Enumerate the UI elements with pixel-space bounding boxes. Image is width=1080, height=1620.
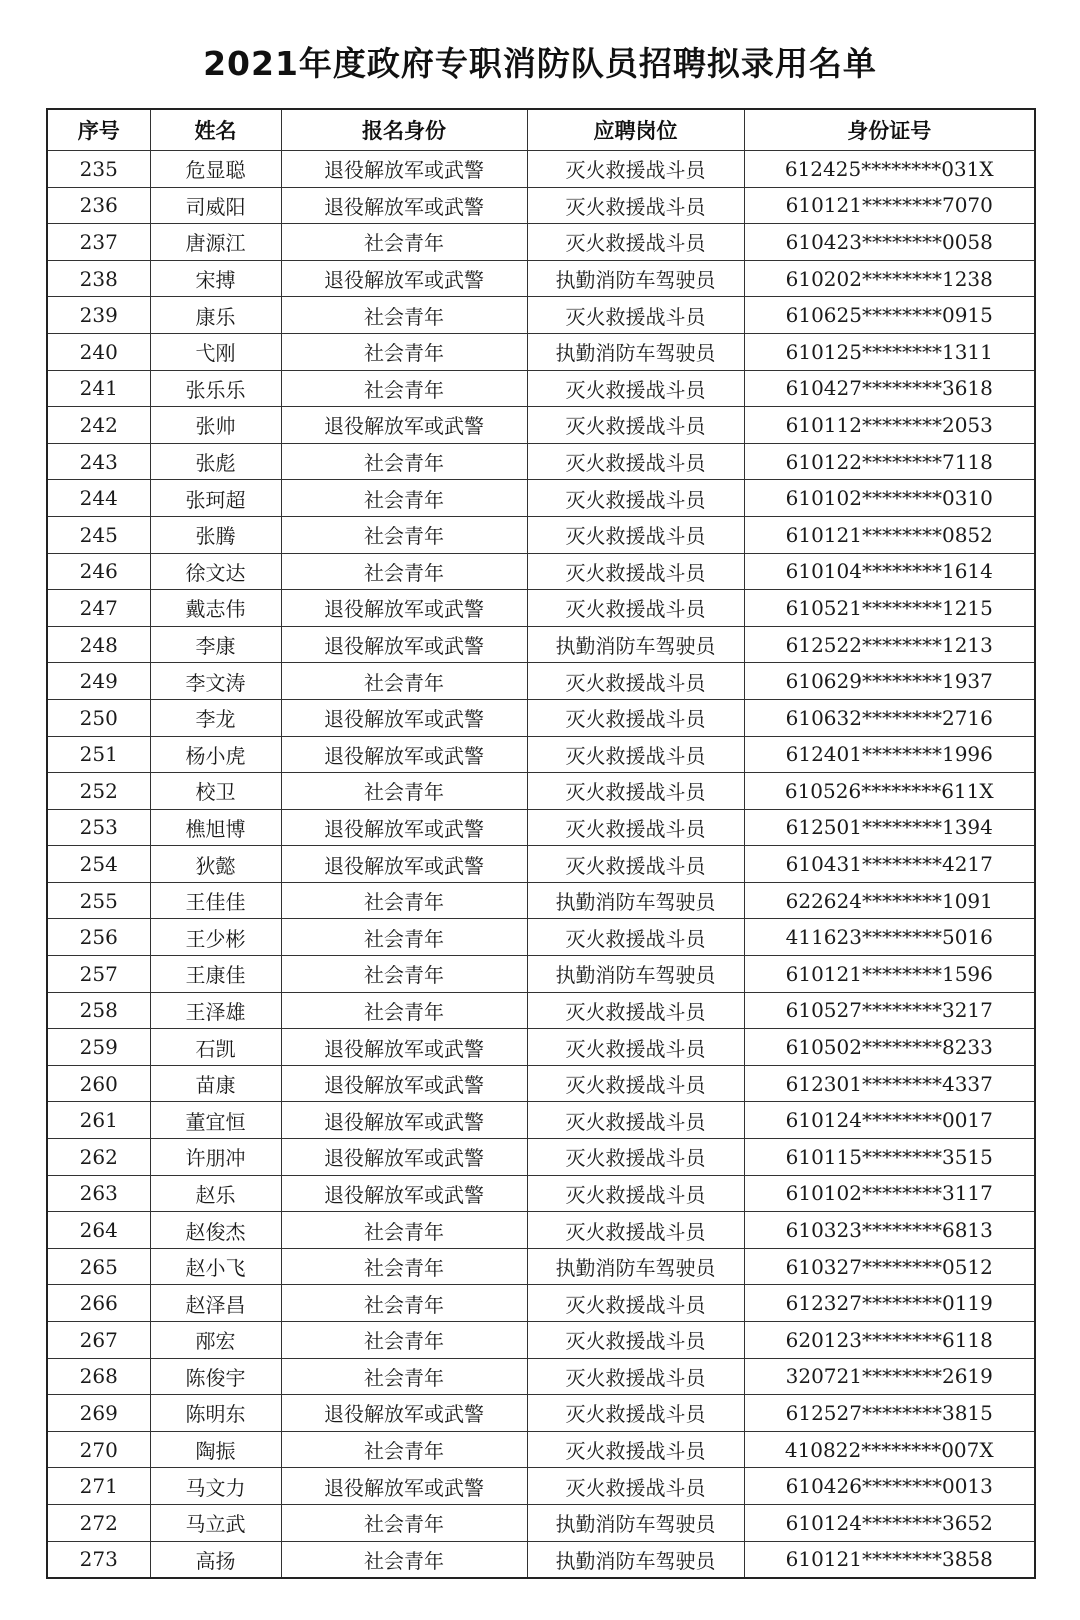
cell-applicant-type: 社会青年 — [281, 773, 527, 810]
cell-id-number: 610625********0915 — [744, 297, 1035, 334]
table-row — [47, 260, 1035, 297]
cell-position: 灭火救援战斗员 — [527, 1468, 744, 1505]
cell-position: 执勤消防车驾驶员 — [527, 260, 744, 297]
table-row — [47, 1395, 1035, 1432]
table-row — [47, 1504, 1035, 1541]
cell-id-number: 610629********1937 — [744, 663, 1035, 700]
cell-position: 灭火救援战斗员 — [527, 1065, 744, 1102]
cell-name: 李文涛 — [150, 663, 281, 700]
cell-position: 灭火救援战斗员 — [527, 516, 744, 553]
cell-name: 王少彬 — [150, 919, 281, 956]
cell-applicant-type: 社会青年 — [281, 480, 527, 517]
cell-serial: 246 — [47, 553, 150, 590]
cell-applicant-type: 社会青年 — [281, 553, 527, 590]
cell-serial: 239 — [47, 297, 150, 334]
cell-position: 执勤消防车驾驶员 — [527, 882, 744, 919]
cell-position: 灭火救援战斗员 — [527, 590, 744, 627]
cell-id-number: 610323********6813 — [744, 1212, 1035, 1249]
cell-applicant-type: 社会青年 — [281, 1322, 527, 1359]
cell-position: 灭火救援战斗员 — [527, 1285, 744, 1322]
cell-applicant-type: 退役解放军或武警 — [281, 260, 527, 297]
cell-position: 灭火救援战斗员 — [527, 773, 744, 810]
cell-id-number: 610423********0058 — [744, 224, 1035, 261]
table-row — [47, 773, 1035, 810]
cell-serial: 265 — [47, 1248, 150, 1285]
table-row — [47, 626, 1035, 663]
cell-applicant-type: 退役解放军或武警 — [281, 846, 527, 883]
cell-serial: 257 — [47, 956, 150, 993]
cell-applicant-type: 退役解放军或武警 — [281, 590, 527, 627]
cell-applicant-type: 退役解放军或武警 — [281, 1029, 527, 1066]
cell-position: 灭火救援战斗员 — [527, 480, 744, 517]
table-row — [47, 480, 1035, 517]
cell-serial: 255 — [47, 882, 150, 919]
header-id-number: 身份证号 — [744, 109, 1035, 151]
cell-name: 张腾 — [150, 516, 281, 553]
table-row — [47, 1358, 1035, 1395]
cell-serial: 243 — [47, 443, 150, 480]
cell-applicant-type: 社会青年 — [281, 956, 527, 993]
cell-id-number: 612327********0119 — [744, 1285, 1035, 1322]
table-row — [47, 736, 1035, 773]
cell-position: 执勤消防车驾驶员 — [527, 1248, 744, 1285]
table-row — [47, 1175, 1035, 1212]
cell-position: 灭火救援战斗员 — [527, 151, 744, 188]
cell-applicant-type: 退役解放军或武警 — [281, 809, 527, 846]
cell-id-number: 610121********0852 — [744, 516, 1035, 553]
cell-serial: 256 — [47, 919, 150, 956]
cell-name: 徐文达 — [150, 553, 281, 590]
cell-applicant-type: 社会青年 — [281, 882, 527, 919]
table-row — [47, 956, 1035, 993]
cell-name: 董宜恒 — [150, 1102, 281, 1139]
cell-name: 苗康 — [150, 1065, 281, 1102]
cell-position: 灭火救援战斗员 — [527, 846, 744, 883]
cell-name: 石凯 — [150, 1029, 281, 1066]
cell-applicant-type: 社会青年 — [281, 370, 527, 407]
table-row — [47, 882, 1035, 919]
cell-id-number: 612522********1213 — [744, 626, 1035, 663]
table-body — [47, 151, 1035, 1579]
table-row — [47, 699, 1035, 736]
cell-serial: 253 — [47, 809, 150, 846]
cell-name: 张乐乐 — [150, 370, 281, 407]
cell-applicant-type: 社会青年 — [281, 1248, 527, 1285]
cell-id-number: 610104********1614 — [744, 553, 1035, 590]
document-title: 2021年度政府专职消防队员招聘拟录用名单 — [203, 44, 877, 83]
cell-serial: 271 — [47, 1468, 150, 1505]
cell-position: 灭火救援战斗员 — [527, 443, 744, 480]
cell-name: 陈俊宇 — [150, 1358, 281, 1395]
table-row — [47, 151, 1035, 188]
cell-name: 陶振 — [150, 1431, 281, 1468]
cell-applicant-type: 社会青年 — [281, 224, 527, 261]
cell-serial: 268 — [47, 1358, 150, 1395]
cell-name: 王佳佳 — [150, 882, 281, 919]
cell-serial: 236 — [47, 187, 150, 224]
cell-name: 邴宏 — [150, 1322, 281, 1359]
cell-applicant-type: 退役解放军或武警 — [281, 626, 527, 663]
cell-serial: 252 — [47, 773, 150, 810]
header-row — [47, 109, 1035, 151]
table-row — [47, 516, 1035, 553]
cell-position: 执勤消防车驾驶员 — [527, 626, 744, 663]
cell-serial: 260 — [47, 1065, 150, 1102]
cell-id-number: 320721********2619 — [744, 1358, 1035, 1395]
cell-applicant-type: 退役解放军或武警 — [281, 151, 527, 188]
cell-id-number: 610426********0013 — [744, 1468, 1035, 1505]
cell-position: 灭火救援战斗员 — [527, 1395, 744, 1432]
cell-position: 灭火救援战斗员 — [527, 407, 744, 444]
table-row — [47, 1065, 1035, 1102]
cell-position: 灭火救援战斗员 — [527, 187, 744, 224]
cell-position: 灭火救援战斗员 — [527, 1175, 744, 1212]
cell-applicant-type: 退役解放军或武警 — [281, 1175, 527, 1212]
table-row — [47, 370, 1035, 407]
cell-id-number: 610526********611X — [744, 773, 1035, 810]
cell-id-number: 410822********007X — [744, 1431, 1035, 1468]
cell-id-number: 612527********3815 — [744, 1395, 1035, 1432]
table-row — [47, 663, 1035, 700]
cell-id-number: 610327********0512 — [744, 1248, 1035, 1285]
cell-serial: 249 — [47, 663, 150, 700]
cell-position: 灭火救援战斗员 — [527, 919, 744, 956]
cell-name: 马立武 — [150, 1504, 281, 1541]
cell-position: 灭火救援战斗员 — [527, 1358, 744, 1395]
cell-name: 戴志伟 — [150, 590, 281, 627]
header-serial: 序号 — [47, 109, 150, 151]
cell-id-number: 610102********0310 — [744, 480, 1035, 517]
cell-applicant-type: 社会青年 — [281, 1212, 527, 1249]
cell-serial: 235 — [47, 151, 150, 188]
cell-position: 灭火救援战斗员 — [527, 699, 744, 736]
cell-id-number: 610632********2716 — [744, 699, 1035, 736]
cell-position: 灭火救援战斗员 — [527, 663, 744, 700]
table-row — [47, 224, 1035, 261]
cell-id-number: 612501********1394 — [744, 809, 1035, 846]
cell-name: 司威阳 — [150, 187, 281, 224]
cell-serial: 244 — [47, 480, 150, 517]
cell-id-number: 610125********1311 — [744, 333, 1035, 370]
cell-serial: 240 — [47, 333, 150, 370]
cell-serial: 262 — [47, 1139, 150, 1176]
cell-name: 赵乐 — [150, 1175, 281, 1212]
table-row — [47, 992, 1035, 1029]
cell-id-number: 610121********7070 — [744, 187, 1035, 224]
cell-serial: 272 — [47, 1504, 150, 1541]
cell-name: 张彪 — [150, 443, 281, 480]
header-position: 应聘岗位 — [527, 109, 744, 151]
cell-serial: 261 — [47, 1102, 150, 1139]
cell-serial: 258 — [47, 992, 150, 1029]
table-row — [47, 1248, 1035, 1285]
cell-serial: 259 — [47, 1029, 150, 1066]
cell-name: 赵泽昌 — [150, 1285, 281, 1322]
cell-applicant-type: 社会青年 — [281, 1541, 527, 1578]
cell-serial: 242 — [47, 407, 150, 444]
cell-serial: 247 — [47, 590, 150, 627]
cell-name: 康乐 — [150, 297, 281, 334]
cell-applicant-type: 退役解放军或武警 — [281, 1139, 527, 1176]
table-row — [47, 1212, 1035, 1249]
cell-id-number: 610521********1215 — [744, 590, 1035, 627]
cell-id-number: 610502********8233 — [744, 1029, 1035, 1066]
cell-position: 灭火救援战斗员 — [527, 370, 744, 407]
table-row — [47, 1468, 1035, 1505]
cell-applicant-type: 社会青年 — [281, 1285, 527, 1322]
cell-applicant-type: 社会青年 — [281, 333, 527, 370]
cell-position: 灭火救援战斗员 — [527, 809, 744, 846]
cell-position: 灭火救援战斗员 — [527, 1139, 744, 1176]
cell-name: 宋搏 — [150, 260, 281, 297]
cell-name: 赵俊杰 — [150, 1212, 281, 1249]
table-row — [47, 1431, 1035, 1468]
table-row — [47, 297, 1035, 334]
cell-name: 危显聪 — [150, 151, 281, 188]
roster-table — [46, 108, 1036, 1579]
cell-applicant-type: 社会青年 — [281, 1431, 527, 1468]
cell-name: 杨小虎 — [150, 736, 281, 773]
cell-serial: 266 — [47, 1285, 150, 1322]
cell-name: 赵小飞 — [150, 1248, 281, 1285]
cell-id-number: 610115********3515 — [744, 1139, 1035, 1176]
cell-name: 弋刚 — [150, 333, 281, 370]
cell-name: 校卫 — [150, 773, 281, 810]
table-row — [47, 1029, 1035, 1066]
cell-position: 灭火救援战斗员 — [527, 1102, 744, 1139]
cell-serial: 270 — [47, 1431, 150, 1468]
table-row — [47, 809, 1035, 846]
cell-applicant-type: 退役解放军或武警 — [281, 187, 527, 224]
cell-position: 执勤消防车驾驶员 — [527, 1504, 744, 1541]
cell-serial: 273 — [47, 1541, 150, 1578]
cell-id-number: 610121********3858 — [744, 1541, 1035, 1578]
cell-id-number: 612401********1996 — [744, 736, 1035, 773]
cell-position: 灭火救援战斗员 — [527, 297, 744, 334]
cell-serial: 251 — [47, 736, 150, 773]
table-row — [47, 1285, 1035, 1322]
cell-name: 王康佳 — [150, 956, 281, 993]
cell-serial: 254 — [47, 846, 150, 883]
table-row — [47, 333, 1035, 370]
cell-applicant-type: 社会青年 — [281, 443, 527, 480]
cell-id-number: 610122********7118 — [744, 443, 1035, 480]
table-row — [47, 919, 1035, 956]
cell-applicant-type: 退役解放军或武警 — [281, 1065, 527, 1102]
cell-id-number: 610124********0017 — [744, 1102, 1035, 1139]
cell-id-number: 620123********6118 — [744, 1322, 1035, 1359]
table-row — [47, 443, 1035, 480]
cell-serial: 263 — [47, 1175, 150, 1212]
cell-position: 灭火救援战斗员 — [527, 553, 744, 590]
cell-position: 灭火救援战斗员 — [527, 224, 744, 261]
cell-applicant-type: 退役解放军或武警 — [281, 736, 527, 773]
table-row — [47, 1102, 1035, 1139]
cell-id-number: 610112********2053 — [744, 407, 1035, 444]
cell-position: 灭火救援战斗员 — [527, 992, 744, 1029]
cell-position: 执勤消防车驾驶员 — [527, 1541, 744, 1578]
table-row — [47, 590, 1035, 627]
cell-serial: 237 — [47, 224, 150, 261]
cell-applicant-type: 退役解放军或武警 — [281, 699, 527, 736]
cell-applicant-type: 社会青年 — [281, 297, 527, 334]
cell-position: 执勤消防车驾驶员 — [527, 333, 744, 370]
cell-id-number: 610431********4217 — [744, 846, 1035, 883]
cell-name: 张珂超 — [150, 480, 281, 517]
cell-name: 王泽雄 — [150, 992, 281, 1029]
cell-id-number: 610102********3117 — [744, 1175, 1035, 1212]
table-row — [47, 187, 1035, 224]
cell-position: 灭火救援战斗员 — [527, 1029, 744, 1066]
table-row — [47, 1541, 1035, 1578]
cell-serial: 245 — [47, 516, 150, 553]
cell-id-number: 610427********3618 — [744, 370, 1035, 407]
cell-position: 灭火救援战斗员 — [527, 1431, 744, 1468]
cell-serial: 248 — [47, 626, 150, 663]
cell-applicant-type: 社会青年 — [281, 992, 527, 1029]
cell-id-number: 610121********1596 — [744, 956, 1035, 993]
cell-applicant-type: 退役解放军或武警 — [281, 407, 527, 444]
cell-name: 狄懿 — [150, 846, 281, 883]
table-header — [47, 109, 1035, 151]
table-row — [47, 1322, 1035, 1359]
cell-name: 张帅 — [150, 407, 281, 444]
header-name: 姓名 — [150, 109, 281, 151]
cell-position: 灭火救援战斗员 — [527, 1322, 744, 1359]
table-row — [47, 846, 1035, 883]
cell-applicant-type: 社会青年 — [281, 516, 527, 553]
cell-applicant-type: 退役解放军或武警 — [281, 1102, 527, 1139]
cell-serial: 250 — [47, 699, 150, 736]
cell-name: 唐源江 — [150, 224, 281, 261]
cell-id-number: 610124********3652 — [744, 1504, 1035, 1541]
cell-name: 马文力 — [150, 1468, 281, 1505]
cell-id-number: 612301********4337 — [744, 1065, 1035, 1102]
cell-position: 执勤消防车驾驶员 — [527, 956, 744, 993]
cell-name: 樵旭博 — [150, 809, 281, 846]
cell-serial: 269 — [47, 1395, 150, 1432]
cell-position: 灭火救援战斗员 — [527, 736, 744, 773]
cell-serial: 267 — [47, 1322, 150, 1359]
cell-name: 高扬 — [150, 1541, 281, 1578]
cell-name: 陈明东 — [150, 1395, 281, 1432]
table-row — [47, 407, 1035, 444]
cell-name: 李龙 — [150, 699, 281, 736]
cell-serial: 238 — [47, 260, 150, 297]
cell-applicant-type: 退役解放军或武警 — [281, 1395, 527, 1432]
cell-serial: 264 — [47, 1212, 150, 1249]
table-row — [47, 1139, 1035, 1176]
cell-id-number: 610527********3217 — [744, 992, 1035, 1029]
cell-id-number: 411623********5016 — [744, 919, 1035, 956]
cell-position: 灭火救援战斗员 — [527, 1212, 744, 1249]
cell-applicant-type: 退役解放军或武警 — [281, 1468, 527, 1505]
cell-applicant-type: 社会青年 — [281, 663, 527, 700]
cell-id-number: 622624********1091 — [744, 882, 1035, 919]
cell-serial: 241 — [47, 370, 150, 407]
cell-name: 许朋冲 — [150, 1139, 281, 1176]
cell-id-number: 612425********031X — [744, 151, 1035, 188]
cell-name: 李康 — [150, 626, 281, 663]
header-applicant-type: 报名身份 — [281, 109, 527, 151]
cell-id-number: 610202********1238 — [744, 260, 1035, 297]
cell-applicant-type: 社会青年 — [281, 1358, 527, 1395]
cell-applicant-type: 社会青年 — [281, 919, 527, 956]
cell-applicant-type: 社会青年 — [281, 1504, 527, 1541]
table-row — [47, 553, 1035, 590]
